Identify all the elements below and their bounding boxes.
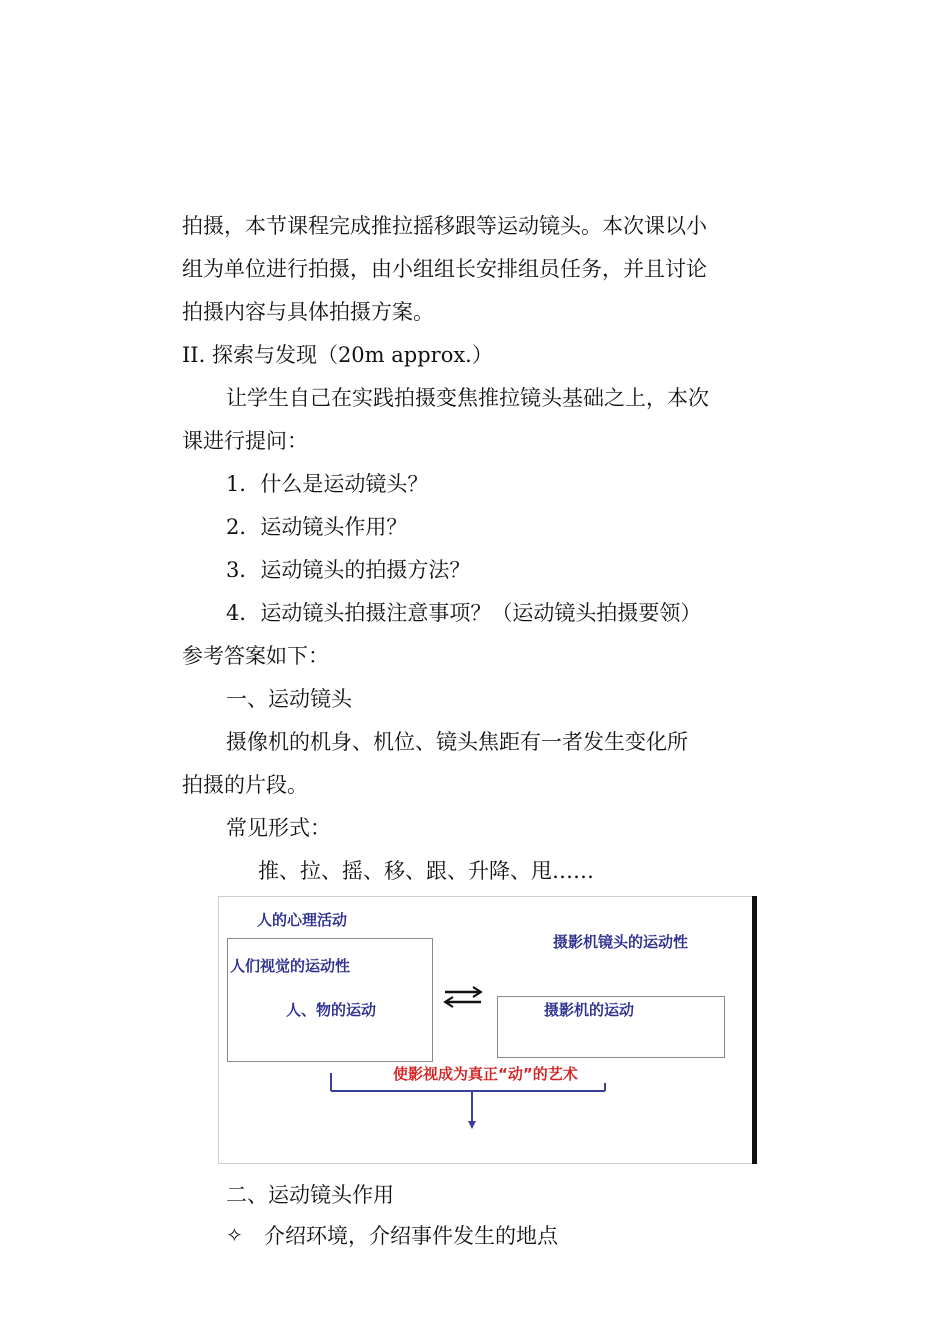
bullet-item: 介绍环境，介绍事件发生的地点 — [264, 1224, 558, 1248]
answer-intro: 参考答案如下： — [182, 644, 329, 668]
text-line: 课进行提问： — [182, 429, 308, 453]
part2-heading: 二、运动镜头作用 — [226, 1183, 394, 1207]
left-box — [227, 938, 433, 1062]
psych-label: 人的心理活动 — [257, 911, 348, 929]
camera-lens-label: 摄影机镜头的运动性 — [553, 933, 689, 951]
forms-list: 推、拉、摇、移、跟、升降、甩…… — [258, 859, 594, 883]
text-line: 组为单位进行拍摄，由小组组长安排组员任务，并且讨论 — [182, 257, 707, 281]
right-box — [497, 996, 725, 1058]
forms-label: 常见形式： — [226, 816, 331, 840]
question-item: 2．运动镜头作用？ — [226, 515, 408, 539]
visual-label: 人们视觉的运动性 — [230, 957, 351, 975]
people-motion-label: 人、物的运动 — [286, 1001, 377, 1019]
section-heading: II. 探索与发现（20m approx.） — [182, 343, 493, 367]
question-item: 1．什么是运动镜头？ — [226, 472, 429, 496]
question-item: 4．运动镜头拍摄注意事项？（运动镜头拍摄要领） — [226, 601, 702, 625]
definition-line: 拍摄的片段。 — [182, 773, 308, 797]
figure-right-border — [752, 896, 757, 1164]
exchange-arrows-icon — [441, 985, 485, 1009]
bracket-arrow — [319, 1069, 619, 1131]
camera-motion-label: 摄影机的运动 — [544, 1001, 635, 1019]
definition-line: 摄像机的机身、机位、镜头焦距有一者发生变化所 — [226, 730, 688, 754]
text-line: 拍摄内容与具体拍摄方案。 — [182, 300, 434, 324]
text-line: 拍摄，本节课程完成推拉摇移跟等运动镜头。本次课以小 — [182, 214, 707, 238]
art-label: 使影视成为真正“动”的艺术 — [393, 1065, 578, 1083]
motion-diagram — [218, 896, 756, 1164]
text-line: 让学生自己在实践拍摄变焦推拉镜头基础之上，本次 — [226, 386, 709, 410]
question-item: 3．运动镜头的拍摄方法？ — [226, 558, 471, 582]
part1-heading: 一、运动镜头 — [226, 687, 352, 711]
diamond-star-icon: ✧ — [226, 1223, 243, 1247]
